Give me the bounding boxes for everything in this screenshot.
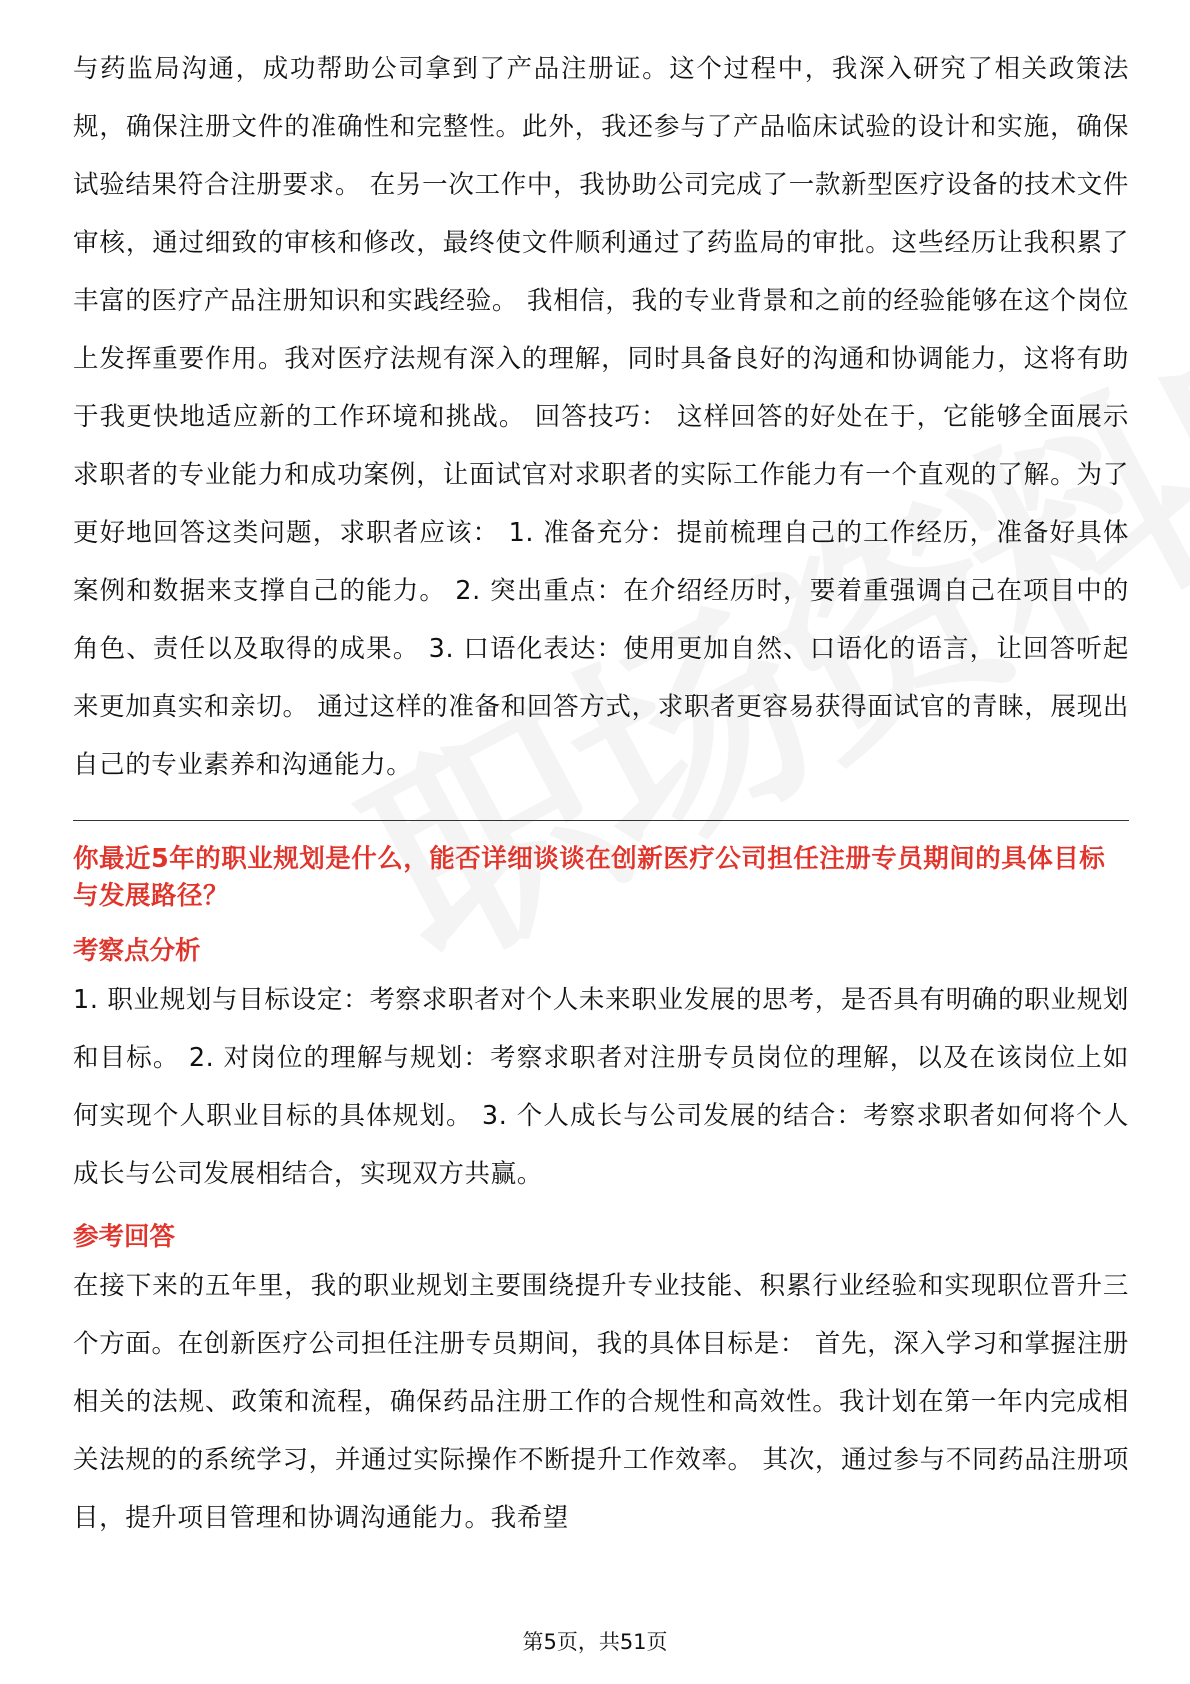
top-paragraph: 与药监局沟通，成功帮助公司拿到了产品注册证。这个过程中，我深入研究了相关政策法规，确保注册文件的准确性和完整性。此外，我还参与了产品临床试验的设计和实施，确保试验结果符合注册要求。 在另一次工作中，我协助公司完成了一款新型医疗设备的技术文件审核，通过细致的审核和修改，最终使文件顺利通过了药监局的审批。这些经历让我积累了丰富的医疗产品注册知识和实践经验。 我相信，我的专业背景和之前的经验能够在这个岗位上发挥重要作用。我对医疗法规有深入的理解，同时具备良好的沟通和协调能力，这将有助于我更快地适应新的工作环境和挑战。 回答技巧： 这样回答的好处在于，它能够全面展示求职者的专业能力和成功案例，让面试官对求职者的实际工作能力有一个直观的了解。为了更好地回答这类问题，求职者应该： 1. 准备充分：提前梳理自己的工作经历，准备好具体案例和数据来支撑自己的能力。 2. 突出重点：在介绍经历时，要着重强调自己在项目中的角色、责任以及取得的成果。 3. 口语化表达：使用更加自然、口语化的语言，让回答听起来更加真实和亲切。 通过这样的准备和回答方式，求职者更容易获得面试官的青睐，展现出自己的专业素养和沟通能力。: [73, 54, 1129, 780]
answer-body: 在接下来的五年里，我的职业规划主要围绕提升专业技能、积累行业经验和实现职位晋升三个方面。在创新医疗公司担任注册专员期间，我的具体目标是： 首先，深入学习和掌握注册相关的法规、政策和流程，确保药品注册工作的合规性和高效性。我计划在第一年内完成相关法规的的系统学习，并通过实际操作不断提升工作效率。 其次，通过参与不同药品注册项目，提升项目管理和协调沟通能力。我希望: [73, 1271, 1129, 1533]
page-content: [73, 40, 1129, 1547]
analysis-title: 考察点分析: [73, 936, 201, 966]
analysis-body: 1. 职业规划与目标设定：考察求职者对个人未来职业发展的思考，是否具有明确的职业规划和目标。 2. 对岗位的理解与规划：考察求职者对注册专员岗位的理解，以及在该岗位上如何实现个人职业目标的具体规划。 3. 个人成长与公司发展的结合：考察求职者如何将个人成长与公司发展相结合，实现双方共赢。: [73, 985, 1129, 1189]
section-divider: [73, 820, 1129, 821]
question-heading: 你最近5年的职业规划是什么，能否详细谈谈在创新医疗公司担任注册专员期间的具体目标与发展路径？: [73, 844, 1106, 911]
answer-title: 参考回答: [73, 1222, 176, 1252]
page-footer: 第5页，共51页: [522, 1630, 668, 1654]
